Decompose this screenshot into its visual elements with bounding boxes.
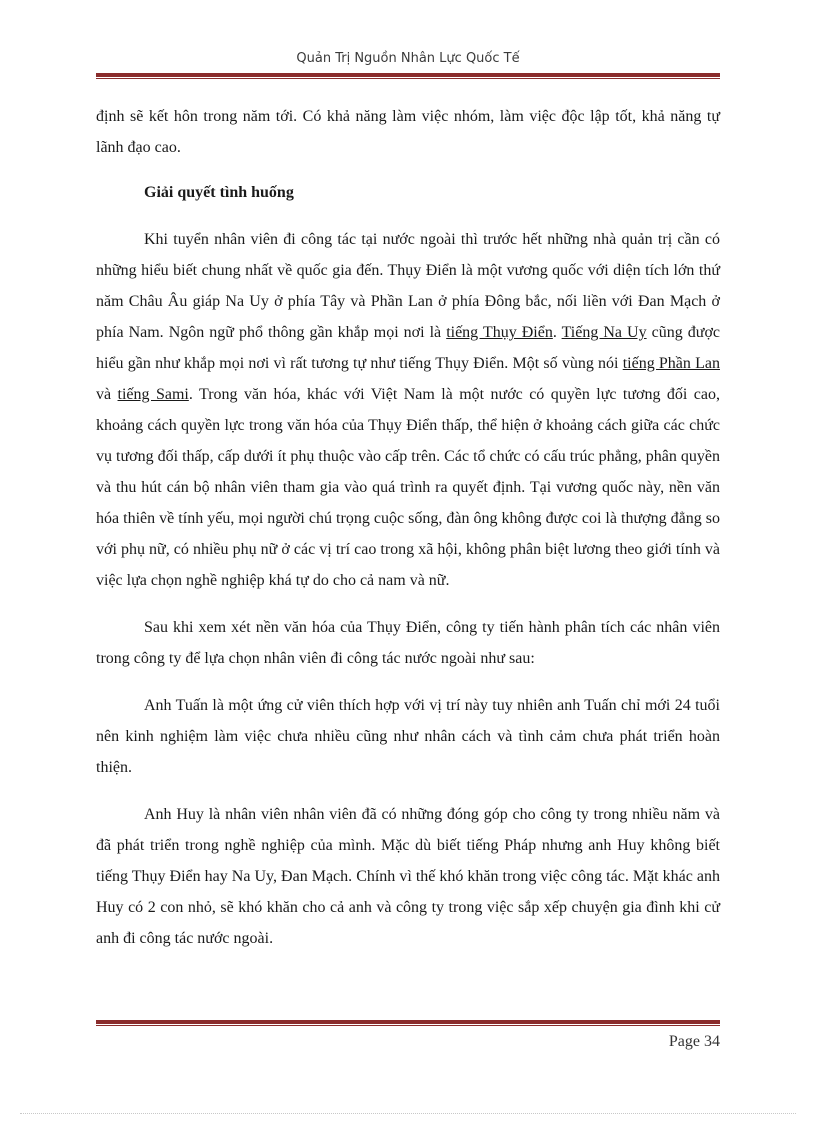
footer-divider	[96, 1020, 720, 1026]
page-boundary-line	[20, 1113, 796, 1114]
link-tieng-sami[interactable]: tiếng Sami	[117, 386, 189, 403]
text-run: .	[552, 324, 562, 341]
running-header-title: Quản Trị Nguồn Nhân Lực Quốc Tế	[296, 51, 520, 66]
document-body	[96, 101, 720, 954]
page-number: Page 34	[668, 1033, 720, 1050]
paragraph-analysis-intro: Sau khi xem xét nền văn hóa của Thụy Điển, công ty tiến hành phân tích các nhân viên trong công ty để lựa chọn nhân viên đi công tác nước ngoài như sau:	[96, 619, 720, 667]
text-run: . Trong văn hóa, khác với Việt Nam là một nước có quyền lực tương đối cao, khoảng cách quyền lực trong văn hóa của Thụy Điển thấp, thể hiện ở khoảng cách giữa các chức vụ tương đối thấp, cấp dưới ít phụ thuộc vào cấp trên. Các tổ chức có cấu trúc phẳng, phân quyền và thu hút cán bộ nhân viên tham gia vào quá trình ra quyết định. Tại vương quốc này, nền văn hóa thiên về tính yếu, mọi người chú trọng cuộc sống, đàn ông không được coi là thượng đẳng so với phụ nữ, có nhiều phụ nữ ở các vị trí cao trong xã hội, không phân biệt lương theo giới tính và việc lựa chọn nghề nghiệp khá tự do cho cả nam và nữ.	[96, 386, 720, 589]
paragraph-anh-tuan: Anh Tuấn là một ứng cử viên thích hợp với vị trí này tuy nhiên anh Tuấn chỉ mới 24 tuổi nên kinh nghiệm làm việc chưa nhiều cũng như nhân cách và tình cảm chưa phát triển hoàn thiện.	[96, 697, 720, 776]
link-tieng-phan-lan[interactable]: tiếng Phần Lan	[622, 355, 720, 372]
text-run: và	[96, 386, 118, 403]
header-divider	[96, 73, 720, 79]
paragraph-sweden-culture	[96, 224, 720, 596]
paragraph-anh-huy: Anh Huy là nhân viên nhân viên đã có những đóng góp cho công ty trong nhiều năm và đã phát triển trong nghề nghiệp của mình. Mặc dù biết tiếng Pháp nhưng anh Huy không biết tiếng Thụy Điển hay Na Uy, Đan Mạch. Chính vì thế khó khăn trong việc công tác. Mặt khác anh Huy có 2 con nhỏ, sẽ khó khăn cho cả anh và công ty trong việc sắp xếp chuyện gia đình khi cử anh đi công tác nước ngoài.	[96, 806, 720, 947]
link-tieng-thuy-dien[interactable]: tiếng Thụy Điển	[446, 324, 553, 341]
section-heading: Giải quyết tình huống	[144, 184, 294, 201]
text-run: Khi tuyển nhân viên đi công tác tại nước ngoài thì trước hết những nhà quản trị cần có những hiểu biết chung nhất về quốc gia đến. Thụy Điển là một vương quốc với diện tích lớn thứ năm Châu Âu giáp Na Uy ở phía Tây và Phần Lan ở phía Đông bắc, nối liền với Đan Mạch ở phía Nam. Ngôn ngữ phổ thông gần khắp mọi nơi là	[96, 231, 720, 341]
paragraph-continued: định sẽ kết hôn trong năm tới. Có khả năng làm việc nhóm, làm việc độc lập tốt, khả năng tự lãnh đạo cao.	[96, 108, 720, 156]
text-run: cũng được hiểu gần như khắp mọi nơi vì rất tương tự như tiếng Thụy Điển. Một số vùng nói	[96, 324, 721, 372]
link-tieng-na-uy[interactable]: Tiếng Na Uy	[561, 324, 647, 341]
